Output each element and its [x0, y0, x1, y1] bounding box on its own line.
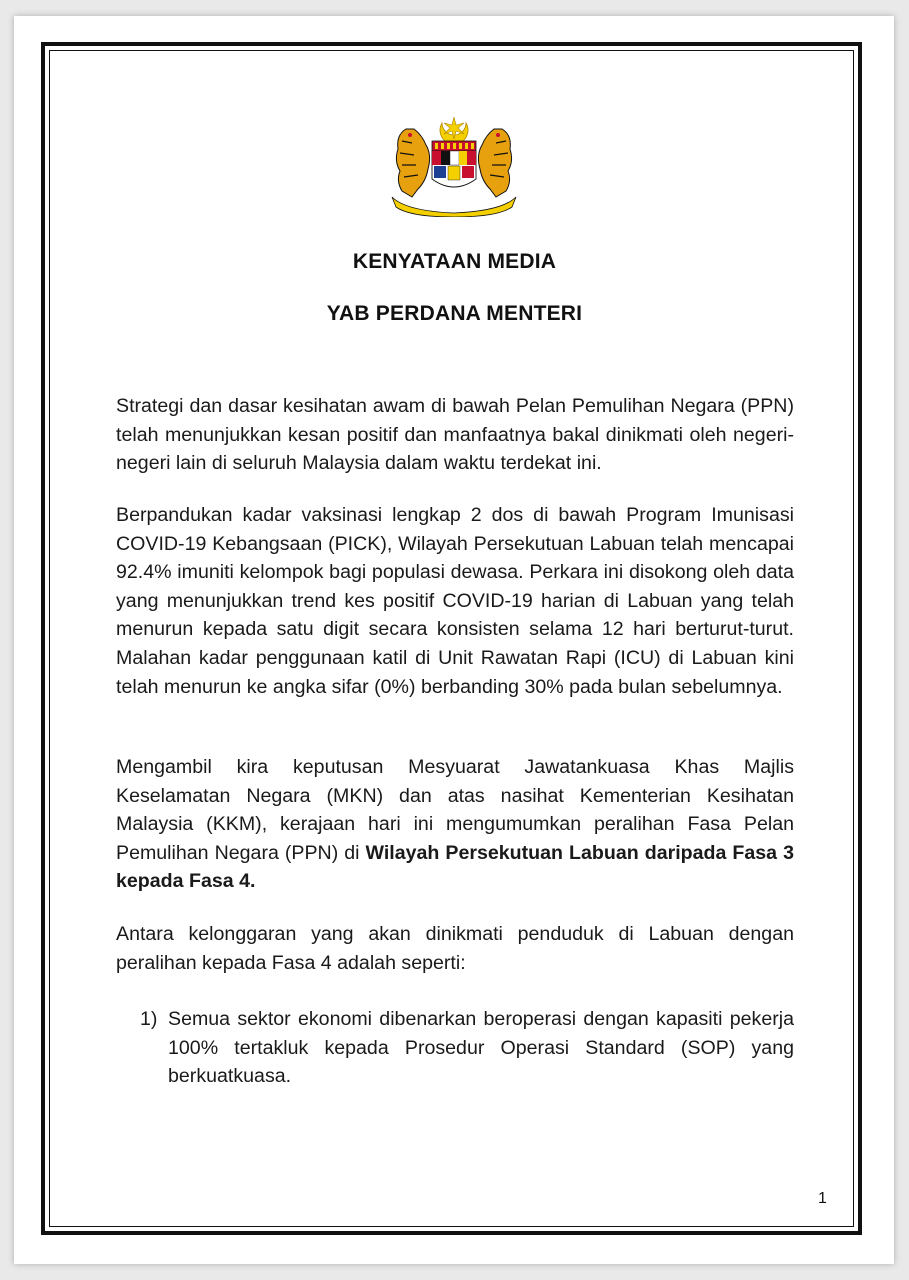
coat-of-arms-icon — [386, 115, 522, 217]
list-item-text: Semua sektor ekonomi dibenarkan beroperasi dengan kapasiti pekerja 100% tertakluk kepada Prosedur Operasi Standard (SOP) yang berkuatkuasa. — [168, 1008, 794, 1088]
paragraph-announcement — [116, 753, 794, 896]
paragraph-relaxations: Antara kelonggaran yang akan dinikmati penduduk di Labuan dengan peralihan kepada Fasa 4 adalah seperti: — [116, 923, 794, 974]
list-item-number: 1) — [140, 1008, 158, 1030]
page-number: 1 — [818, 1190, 827, 1207]
paragraph-intro: Strategi dan dasar kesihatan awam di bawah Pelan Pemulihan Negara (PPN) telah menunjukkan kesan positif dan manfaatnya bakal dinikmati oleh negeri-negeri lain di seluruh Malaysia dalam waktu terdekat ini. — [116, 395, 794, 475]
document-title: KENYATAAN MEDIA — [352, 250, 557, 273]
announcement-text: Mengambil kira keputusan Mesyuarat Jawatankuasa Khas Majlis Keselamatan Negara (MKN) dan atas nasihat Kementerian Kesihatan Malaysia (KKM), kerajaan hari ini mengumumkan peralihan Fasa Pelan Pemulihan Negara (PPN) di — [116, 756, 794, 864]
list-item — [140, 1005, 794, 1091]
document-subtitle: YAB PERDANA MENTERI — [326, 302, 583, 325]
paragraph-vaccination: Berpandukan kadar vaksinasi lengkap 2 dos di bawah Program Imunisasi COVID-19 Kebangsaan (PICK), Wilayah Persekutuan Labuan telah mencapai 92.4% imuniti kelompok bagi populasi dewasa. Perkara ini disokong oleh data yang menunjukkan trend kes positif COVID-19 harian di Labuan yang telah menurun kepada satu digit secara konsisten selama 12 hari berturut-turut. Malahan kadar penggunaan katil di Unit Rawatan Rapi (ICU) di Labuan kini telah menurun ke angka sifar (0%) berbanding 30% pada bulan sebelumnya. — [116, 504, 794, 698]
announcement-highlight: Wilayah Persekutuan Labuan daripada Fasa 3 kepada Fasa 4. — [116, 841, 794, 893]
